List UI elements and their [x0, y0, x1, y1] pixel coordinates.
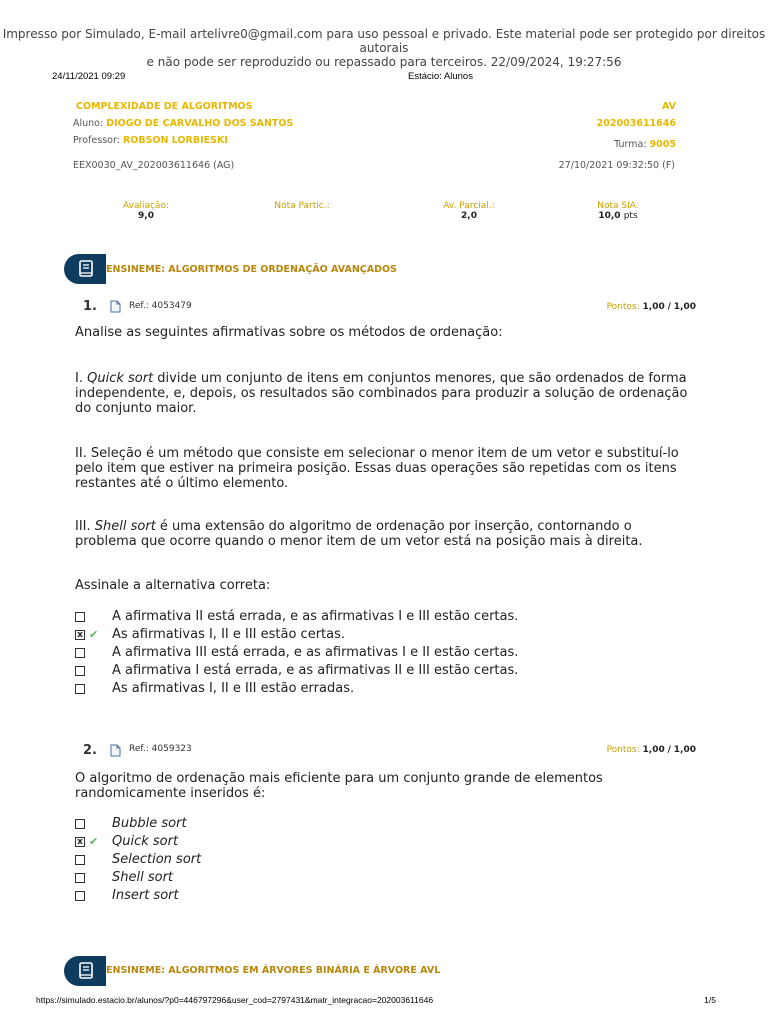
grade-partic-label: Nota Partic.: [274, 201, 330, 211]
grade-avaliacao-value: 9,0 [138, 211, 154, 221]
points-value: 1,00 [642, 302, 665, 312]
professor-row [73, 135, 228, 146]
answer-option-label: Quick sort [112, 834, 179, 849]
correct-check-icon: ✔ [89, 835, 99, 848]
answer-option-label: As afirmativas I, II e III estão erradas. [112, 681, 355, 696]
question-intro: Analise as seguintes afirmativas sobre os métodos de ordenação: [75, 325, 503, 340]
grade-parcial-value: 2,0 [461, 211, 477, 221]
watermark-line-1: Impresso por Simulado, E-mail artelivre0@gmail.com para uso pessoal e privado. Este material pode ser protegido por direitos autorais [2, 27, 766, 55]
question-number: 2. [83, 743, 97, 758]
ref-label: Ref.: [129, 744, 149, 754]
answer-checkbox[interactable] [75, 612, 85, 622]
tema-title: ENSINEME: ALGORITMOS EM ÁRVORES BINÁRIA E ÁRVORE AVL [106, 965, 441, 976]
statement-2-line-1: II. Seleção é um método que consiste em selecionar o menor item de um vetor e substituí-lo [75, 446, 679, 461]
document-icon [110, 300, 121, 313]
statement-3-line-2: problema que ocorre quando o menor item de um vetor está na posição mais à direita. [75, 534, 643, 549]
question-text-line-2: randomicamente inseridos é: [75, 786, 266, 801]
watermark-line-2: e não pode ser reproduzido ou repassado para terceiros. 22/09/2024, 19:27:56 [146, 55, 622, 69]
student-row [73, 118, 293, 129]
grade-sia-label: Nota SIA: [597, 201, 639, 211]
statement-2-line-3: restantes até o último elemento. [75, 476, 289, 491]
points-separator: / [667, 745, 671, 755]
print-watermark [0, 27, 768, 69]
answer-checkbox[interactable] [75, 666, 85, 676]
question-points [607, 745, 696, 755]
answer-checkbox[interactable] [75, 684, 85, 694]
book-icon [78, 260, 94, 278]
class-label: Turma: [614, 139, 647, 150]
question-points [607, 302, 696, 312]
statement-3 [75, 519, 715, 549]
answer-option-label: Insert sort [112, 888, 179, 903]
exam-code: EEX0030_AV_202003611646 (AG) [73, 160, 235, 171]
answer-option-label: Shell sort [112, 870, 174, 885]
statement-1-line-1: divide um conjunto de itens em conjuntos menores, que são ordenados de forma [153, 371, 687, 386]
grade-sia-unit: pts [623, 211, 638, 221]
question-ref [129, 301, 192, 311]
class-row [614, 139, 676, 150]
exam-type: AV [661, 101, 676, 112]
answer-checkbox[interactable] [75, 891, 85, 901]
statement-1-prefix: I. [75, 371, 88, 386]
statement-2-line-2: pelo item que estiver na primeira posição. Essas duas operações são repetidas com os itens [75, 461, 677, 476]
question-ref [129, 744, 192, 754]
tema-badge [64, 254, 106, 284]
exam-date: 27/10/2021 09:32:50 (F) [558, 160, 675, 171]
footer-url: https://simulado.estacio.br/alunos/?p0=446797296&user_cod=2797431&matr_integracao=202003611646 [36, 995, 434, 1005]
points-label: Pontos: [606, 302, 640, 312]
grade-avaliacao-label: Avaliação: [123, 201, 169, 211]
tema-badge [64, 956, 106, 986]
statement-2 [75, 446, 715, 491]
statement-3-prefix: III. [75, 519, 95, 534]
answer-option-label: Selection sort [112, 852, 202, 867]
class-number: 9005 [649, 139, 676, 150]
statement-1-line-3: do conjunto maior. [75, 401, 197, 416]
student-label: Aluno: [73, 118, 104, 129]
statement-1 [75, 371, 715, 416]
ref-value: 4059323 [151, 744, 192, 754]
points-max: 1,00 [673, 745, 696, 755]
correct-check-icon: ✔ [89, 628, 99, 641]
print-datetime: 24/11/2021 09:29 [52, 71, 126, 82]
professor-name: ROBSON LORBIESKI [122, 135, 228, 146]
question-number: 1. [83, 299, 97, 314]
grade-parcial-label: Av. Parcial.: [443, 201, 495, 211]
ref-label: Ref.: [129, 301, 149, 311]
ref-value: 4053479 [151, 301, 192, 311]
points-label: Pontos: [606, 745, 640, 755]
footer-page-number: 1/5 [704, 995, 716, 1005]
document-icon [110, 744, 121, 757]
answer-checkbox[interactable]: x [75, 837, 85, 847]
question-prompt: Assinale a alternativa correta: [75, 578, 271, 593]
answer-checkbox[interactable]: x [75, 630, 85, 640]
print-page-title: Estácio: Alunos [408, 71, 473, 82]
statement-1-line-2: independente, e, depois, os resultados são combinados para produzir a solução de ordenação [75, 386, 688, 401]
question-text [75, 771, 715, 801]
answer-option-label: A afirmativa II está errada, e as afirmativas I e III estão certas. [112, 609, 519, 624]
grade-sia-value: 10,0 [598, 211, 621, 221]
points-value: 1,00 [642, 745, 665, 755]
tema-title: ENSINEME: ALGORITMOS DE ORDENAÇÃO AVANÇADOS [106, 264, 397, 275]
answer-option-label: Bubble sort [112, 816, 187, 831]
answer-checkbox[interactable] [75, 819, 85, 829]
course-name: COMPLEXIDADE DE ALGORITMOS [76, 101, 253, 112]
professor-label: Professor: [73, 135, 120, 146]
student-id: 202003611646 [596, 118, 676, 129]
answer-checkbox[interactable] [75, 648, 85, 658]
points-separator: / [667, 302, 671, 312]
answer-option-label: A afirmativa I está errada, e as afirmativas II e III estão certas. [112, 663, 519, 678]
grade-sia-row [563, 211, 673, 221]
statement-1-term: Quick sort [87, 371, 154, 386]
book-icon [78, 962, 94, 980]
answer-option-label: A afirmativa III está errada, e as afirmativas I e II estão certas. [112, 645, 519, 660]
statement-3-term: Shell sort [94, 519, 156, 534]
student-name: DIOGO DE CARVALHO DOS SANTOS [106, 118, 294, 129]
points-max: 1,00 [673, 302, 696, 312]
answer-option-label: As afirmativas I, II e III estão certas. [112, 627, 346, 642]
statement-3-line-1: é uma extensão do algoritmo de ordenação por inserção, contornando o [155, 519, 632, 534]
question-text-line-1: O algoritmo de ordenação mais eficiente para um conjunto grande de elementos [75, 771, 603, 786]
answer-checkbox[interactable] [75, 855, 85, 865]
answer-checkbox[interactable] [75, 873, 85, 883]
